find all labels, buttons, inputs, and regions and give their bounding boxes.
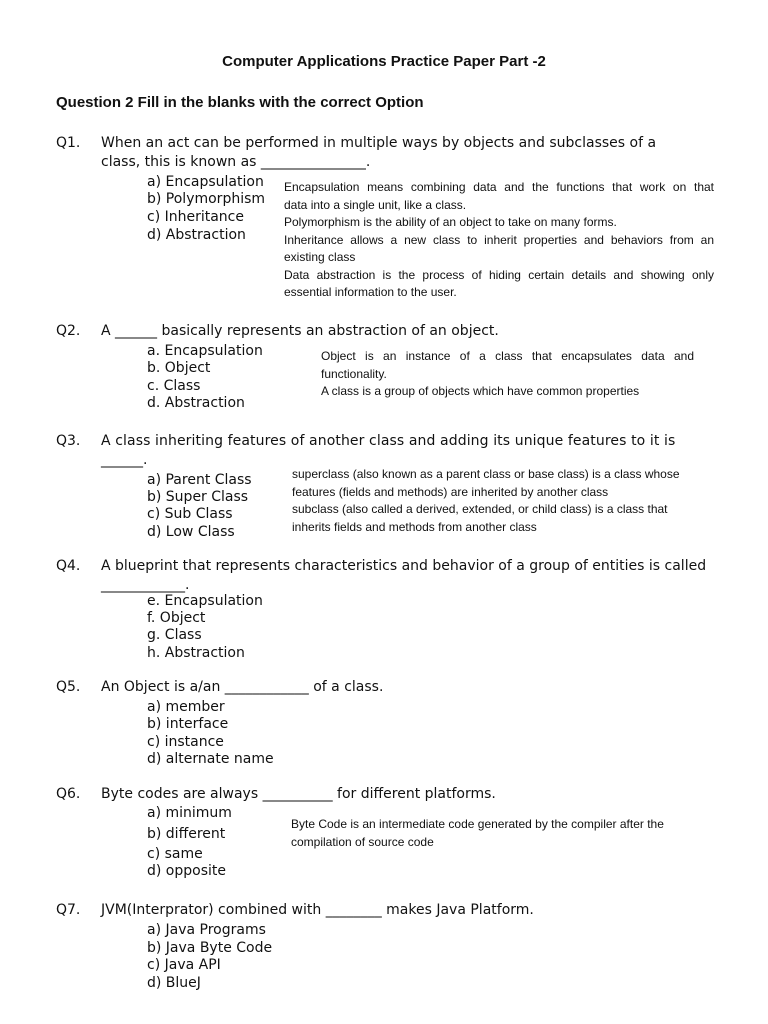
question-text: A class inheriting features of another class and adding its unique features to it is <box>101 433 676 449</box>
option-f: f. Object <box>147 610 206 626</box>
option-c: c) Sub Class <box>147 506 233 522</box>
note-line: inherits fields and methods from another class <box>292 519 537 534</box>
question-number: Q2. <box>56 323 81 339</box>
explanation-note <box>321 348 694 401</box>
question-text: When an act can be performed in multiple ways by objects and subclasses of a <box>101 135 657 151</box>
option-d: d) Low Class <box>147 524 235 540</box>
note-line: essential information to the user. <box>284 285 457 299</box>
option-b: b. Object <box>147 360 211 376</box>
option-h: h. Abstraction <box>147 645 245 661</box>
question-number: Q6. <box>56 786 81 802</box>
note-line: Object is an instance of a class that encapsulates data and <box>321 349 694 363</box>
option-a: a. Encapsulation <box>147 343 263 359</box>
note-line: existing class <box>284 250 356 264</box>
question-text: Byte codes are always __________ for different platforms. <box>101 786 496 802</box>
question-text: A blueprint that represents characteristics and behavior of a group of entities is called <box>101 558 707 574</box>
note-line: functionality. <box>321 366 387 381</box>
option-a: a) Encapsulation <box>147 174 264 190</box>
question-text: A ______ basically represents an abstraction of an object. <box>101 323 499 339</box>
note-line: Inheritance allows a new class to inherit properties and behaviors from an <box>284 232 714 247</box>
explanation-note <box>291 816 691 851</box>
option-a: a) Parent Class <box>147 472 252 488</box>
option-d: d) BlueJ <box>147 975 201 991</box>
question-number: Q7. <box>56 902 81 918</box>
option-b: b) Polymorphism <box>147 191 266 207</box>
option-c: c) Inheritance <box>147 209 244 225</box>
note-line: Polymorphism is the ability of an object to take on many forms. <box>284 215 617 229</box>
question-text: An Object is a/an ____________ of a class. <box>101 679 384 695</box>
option-d: d) alternate name <box>147 751 274 767</box>
option-c: c) same <box>147 846 203 862</box>
question-number: Q4. <box>56 558 81 574</box>
note-line: A class is a group of objects which have common properties <box>321 384 640 398</box>
note-line: subclass (also called a derived, extended, or child class) is a class that <box>292 502 668 516</box>
option-c: c. Class <box>147 378 201 394</box>
option-e: e. Encapsulation <box>147 593 263 609</box>
explanation-note <box>292 466 692 536</box>
note-line: Data abstraction is the process of hiding certain details and showing only <box>284 267 714 282</box>
question-text-continued: ______. <box>101 452 148 468</box>
option-d: d. Abstraction <box>147 395 245 411</box>
note-line: Encapsulation means combining data and the functions that work on that <box>284 180 714 194</box>
page-title: Computer Applications Practice Paper Part -2 <box>222 53 546 70</box>
option-c: c) Java API <box>147 957 221 973</box>
question-text-continued: ____________. <box>101 577 190 593</box>
question-number: Q3. <box>56 433 81 449</box>
section-heading: Question 2 Fill in the blanks with the correct Option <box>56 94 424 111</box>
note-line: superclass (also known as a parent class or base class) is a class whose <box>292 467 680 481</box>
option-b: b) interface <box>147 716 229 732</box>
question-text: JVM(Interprator) combined with ________ makes Java Platform. <box>101 902 534 918</box>
question-text-continued: class, this is known as _______________. <box>101 154 371 170</box>
option-a: a) minimum <box>147 805 232 821</box>
option-b: b) different <box>147 826 226 842</box>
note-line: Byte Code is an intermediate code generated by the compiler after the <box>291 817 664 831</box>
explanation-note <box>284 179 714 302</box>
question-number: Q1. <box>56 135 81 151</box>
option-a: a) Java Programs <box>147 922 266 938</box>
option-a: a) member <box>147 699 225 715</box>
option-c: c) instance <box>147 734 224 750</box>
note-line: compilation of source code <box>291 834 434 849</box>
option-d: d) Abstraction <box>147 227 246 243</box>
option-b: b) Java Byte Code <box>147 940 273 956</box>
note-line: data into a single unit, like a class. <box>284 197 467 212</box>
note-line: features (fields and methods) are inherited by another class <box>292 484 609 499</box>
option-g: g. Class <box>147 627 202 643</box>
question-number: Q5. <box>56 679 81 695</box>
option-b: b) Super Class <box>147 489 249 505</box>
option-d: d) opposite <box>147 863 226 879</box>
